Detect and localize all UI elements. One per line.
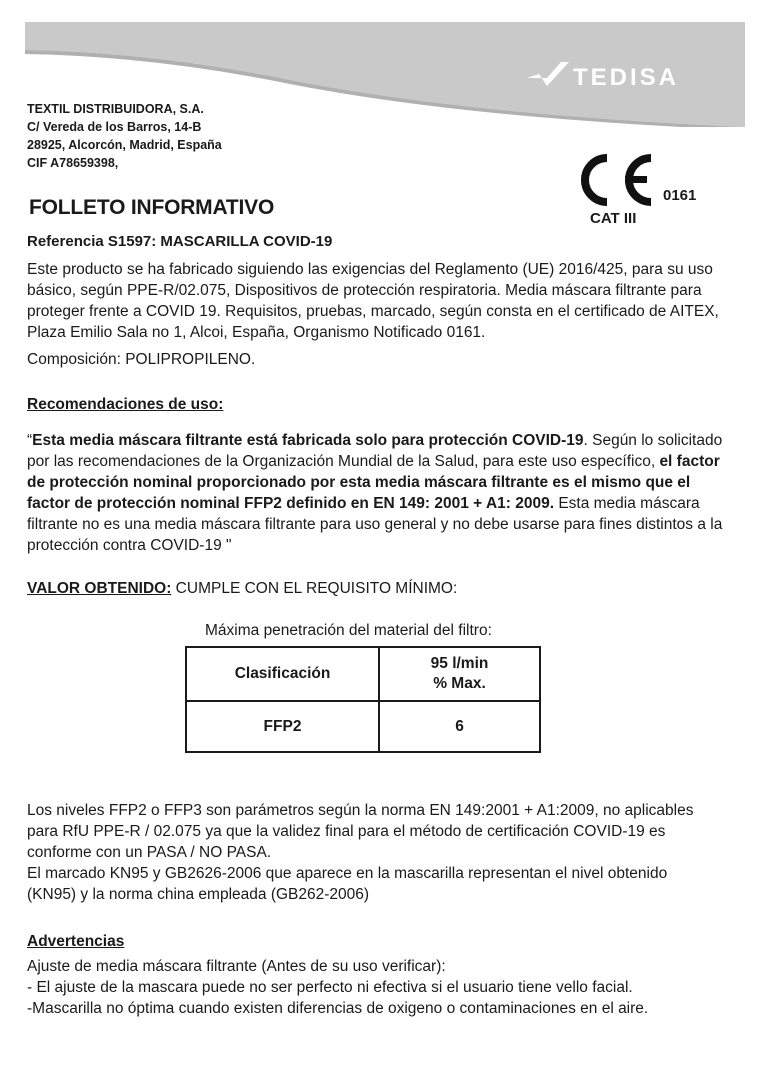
penetration-header bbox=[379, 647, 540, 701]
company-name: TEXTIL DISTRIBUIDORA, S.A. bbox=[27, 102, 204, 116]
covid-only-statement: Esta media máscara filtrante está fabricada solo para protección COVID-19 bbox=[32, 432, 584, 449]
levels-line: para RfU PPE-R / 02.075 ya que la validez final para el método de certificación COVID-19 es bbox=[27, 823, 666, 840]
company-cif: CIF A78659398, bbox=[27, 156, 119, 170]
levels-line: Los niveles FFP2 o FFP3 son parámetros según la norma EN 149:2001 + A1:2009, no aplicables bbox=[27, 802, 694, 819]
recommendations-paragraph bbox=[27, 430, 727, 556]
flow-rate-label: 95 l/min bbox=[430, 655, 489, 672]
warnings-heading: Advertencias bbox=[27, 933, 125, 950]
notified-body-number: 0161 bbox=[663, 187, 697, 204]
company-address bbox=[27, 100, 222, 172]
ce-mark-icon bbox=[575, 150, 655, 210]
usage-restriction-text: Esta media máscara filtrante no es una media máscara filtrante para uso general y no debe usarse para fines distintos a la protección contra COVID-19 " bbox=[27, 495, 723, 554]
marking-line: (KN95) y la norma china empleada (GB262-2006) bbox=[27, 886, 370, 903]
filter-penetration-table bbox=[185, 646, 541, 753]
classification-header: Clasificación bbox=[186, 647, 379, 701]
tedisa-logo-mark bbox=[525, 58, 700, 94]
classification-value: FFP2 bbox=[186, 701, 379, 752]
valor-text: CUMPLE CON EL REQUISITO MÍNIMO: bbox=[171, 580, 458, 597]
ppe-category: CAT III bbox=[590, 210, 637, 227]
tedisa-logo bbox=[525, 58, 700, 94]
warning-item: -Mascarilla no óptima cuando existen diferencias de oxigeno o contaminaciones en el aire. bbox=[27, 1000, 649, 1017]
warning-item: Ajuste de media máscara filtrante (Antes de su uso verificar): bbox=[27, 958, 446, 975]
penetration-value: 6 bbox=[379, 701, 540, 752]
max-percent-label: % Max. bbox=[433, 675, 486, 692]
table-row bbox=[186, 701, 540, 752]
company-street: C/ Vereda de los Barros, 14-B bbox=[27, 120, 202, 134]
table-header-row bbox=[186, 647, 540, 701]
product-reference: Referencia S1597: MASCARILLA COVID-19 bbox=[27, 233, 333, 250]
page-title: FOLLETO INFORMATIVO bbox=[29, 196, 275, 219]
composition-text: Composición: POLIPROPILENO. bbox=[27, 351, 256, 368]
quote-mark: “ bbox=[27, 432, 33, 449]
valor-label: VALOR OBTENIDO: bbox=[27, 580, 172, 597]
brand-name: TEDISA bbox=[573, 64, 680, 91]
warnings-list bbox=[27, 956, 727, 1019]
recommendations-heading: Recomendaciones de uso: bbox=[27, 396, 224, 413]
table-caption: Máxima penetración del material del filtro: bbox=[205, 622, 492, 639]
levels-paragraph bbox=[27, 800, 727, 905]
warning-item: - El ajuste de la mascara puede no ser perfecto ni efectiva si el usuario tiene vello facial. bbox=[27, 979, 633, 996]
company-city: 28925, Alcorcón, Madrid, España bbox=[27, 138, 222, 152]
intro-paragraph: Este producto se ha fabricado siguiendo las exigencias del Reglamento (UE) 2016/425, para su uso básico, según PPE-R/02.075, Dispositivos de protección respiratoria. Media máscara filtrante para proteger frente a COVID 19. Requisitos, pruebas, marcado, según consta en el certificado de AITEX, Plaza Emilio Sala no 1, Alcoi, España, Organismo Notificado 0161. bbox=[27, 261, 719, 341]
levels-line: conforme con un PASA / NO PASA. bbox=[27, 844, 272, 861]
marking-line: El marcado KN95 y GB2626-2006 que aparece en la mascarilla representan el nivel obtenido bbox=[27, 865, 668, 882]
protection-factor-statement: el factor de protección nominal proporcionado por esta media máscara filtrante es el mismo que el factor de protección nominal FFP2 definido en EN 149: 2001 + A1: 2009. bbox=[27, 453, 720, 512]
valor-obtenido bbox=[27, 580, 457, 598]
oms-text: . Según lo solicitado por las recomendaciones de la Organización Mundial de la Salud, para este uso específico, bbox=[27, 432, 723, 470]
